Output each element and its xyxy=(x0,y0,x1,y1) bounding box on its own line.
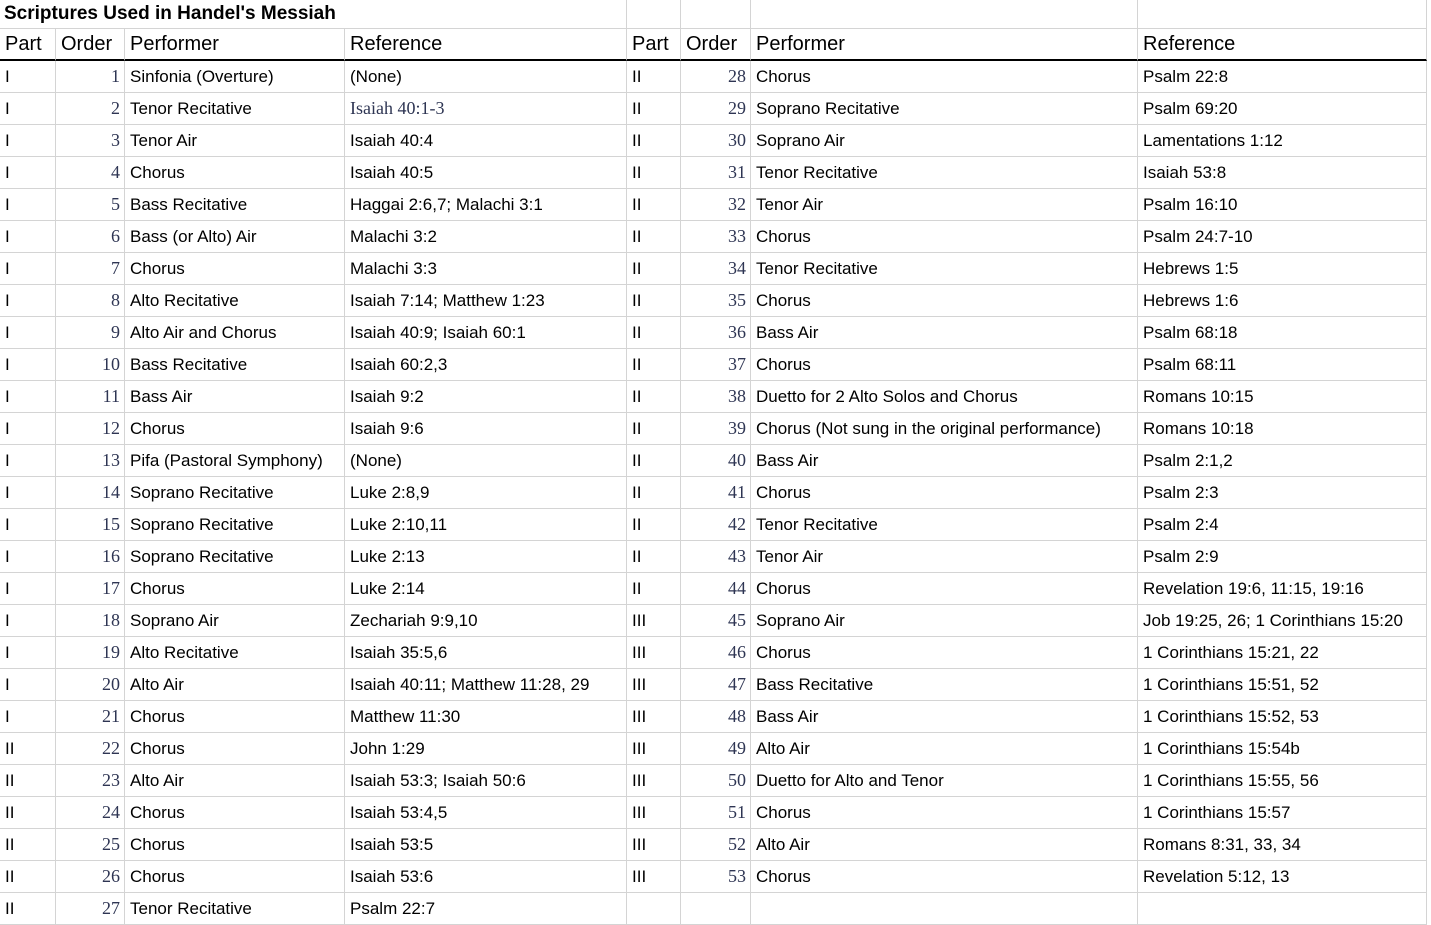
part-cell[interactable]: II xyxy=(627,317,681,349)
part-cell[interactable]: II xyxy=(627,285,681,317)
order-cell[interactable]: 38 xyxy=(681,381,751,413)
performer-cell[interactable]: Chorus xyxy=(125,733,345,765)
performer-cell[interactable]: Soprano Recitative xyxy=(125,509,345,541)
performer-cell[interactable]: Bass Recitative xyxy=(125,349,345,381)
part-cell[interactable]: II xyxy=(0,765,56,797)
performer-cell[interactable]: Pifa (Pastoral Symphony) xyxy=(125,445,345,477)
part-cell[interactable]: I xyxy=(0,445,56,477)
performer-cell[interactable]: Alto Air and Chorus xyxy=(125,317,345,349)
part-cell[interactable]: III xyxy=(627,765,681,797)
performer-cell[interactable]: Soprano Recitative xyxy=(125,541,345,573)
reference-cell[interactable]: Psalm 68:11 xyxy=(1138,349,1427,381)
performer-cell[interactable]: Chorus xyxy=(751,477,1138,509)
order-cell[interactable]: 1 xyxy=(56,61,125,93)
performer-cell[interactable]: Chorus (Not sung in the original performance) xyxy=(751,413,1138,445)
reference-cell[interactable]: Isaiah 53:8 xyxy=(1138,157,1427,189)
order-cell[interactable]: 19 xyxy=(56,637,125,669)
empty-cell[interactable] xyxy=(751,0,1138,29)
order-cell[interactable]: 28 xyxy=(681,61,751,93)
reference-cell[interactable]: Psalm 2:4 xyxy=(1138,509,1427,541)
part-cell[interactable]: I xyxy=(0,93,56,125)
performer-cell[interactable]: Duetto for 2 Alto Solos and Chorus xyxy=(751,381,1138,413)
performer-cell[interactable]: Chorus xyxy=(751,861,1138,893)
part-cell[interactable]: II xyxy=(627,573,681,605)
part-cell[interactable]: III xyxy=(627,701,681,733)
part-cell[interactable]: II xyxy=(627,509,681,541)
part-cell[interactable]: I xyxy=(0,477,56,509)
reference-cell[interactable]: Isaiah 53:3; Isaiah 50:6 xyxy=(345,765,627,797)
reference-cell[interactable]: Hebrews 1:5 xyxy=(1138,253,1427,285)
order-cell[interactable]: 9 xyxy=(56,317,125,349)
reference-cell[interactable]: Isaiah 40:9; Isaiah 60:1 xyxy=(345,317,627,349)
reference-cell[interactable]: Isaiah 40:11; Matthew 11:28, 29 xyxy=(345,669,627,701)
performer-cell[interactable]: Chorus xyxy=(751,797,1138,829)
reference-cell[interactable]: Luke 2:14 xyxy=(345,573,627,605)
reference-cell[interactable]: Isaiah 35:5,6 xyxy=(345,637,627,669)
part-cell[interactable]: I xyxy=(0,701,56,733)
part-cell[interactable]: III xyxy=(627,669,681,701)
performer-cell[interactable]: Alto Recitative xyxy=(125,637,345,669)
order-cell[interactable]: 50 xyxy=(681,765,751,797)
performer-cell[interactable]: Chorus xyxy=(751,637,1138,669)
order-cell[interactable]: 26 xyxy=(56,861,125,893)
order-cell[interactable]: 25 xyxy=(56,829,125,861)
order-cell[interactable]: 46 xyxy=(681,637,751,669)
header-performer[interactable]: Performer xyxy=(125,29,345,61)
performer-cell[interactable]: Tenor Air xyxy=(751,189,1138,221)
performer-cell[interactable]: Tenor Recitative xyxy=(125,93,345,125)
order-cell[interactable]: 4 xyxy=(56,157,125,189)
order-cell[interactable]: 41 xyxy=(681,477,751,509)
reference-cell[interactable]: Isaiah 40:1-3 xyxy=(345,93,627,125)
header-part[interactable]: Part xyxy=(627,29,681,61)
reference-cell[interactable]: 1 Corinthians 15:51, 52 xyxy=(1138,669,1427,701)
reference-cell[interactable]: Zechariah 9:9,10 xyxy=(345,605,627,637)
performer-cell[interactable]: Tenor Recitative xyxy=(751,509,1138,541)
part-cell[interactable]: I xyxy=(0,509,56,541)
part-cell[interactable]: II xyxy=(0,797,56,829)
order-cell[interactable]: 35 xyxy=(681,285,751,317)
part-cell[interactable]: II xyxy=(627,541,681,573)
order-cell[interactable]: 22 xyxy=(56,733,125,765)
order-cell[interactable]: 36 xyxy=(681,317,751,349)
reference-cell[interactable]: Isaiah 53:6 xyxy=(345,861,627,893)
header-reference[interactable]: Reference xyxy=(1138,29,1427,61)
part-cell[interactable]: II xyxy=(627,381,681,413)
reference-cell[interactable]: Hebrews 1:6 xyxy=(1138,285,1427,317)
reference-cell[interactable]: 1 Corinthians 15:21, 22 xyxy=(1138,637,1427,669)
order-cell[interactable]: 52 xyxy=(681,829,751,861)
performer-cell[interactable]: Chorus xyxy=(751,349,1138,381)
reference-cell[interactable]: Isaiah 40:4 xyxy=(345,125,627,157)
performer-cell[interactable]: Bass Recitative xyxy=(751,669,1138,701)
reference-cell[interactable]: Revelation 19:6, 11:15, 19:16 xyxy=(1138,573,1427,605)
reference-cell[interactable]: John 1:29 xyxy=(345,733,627,765)
reference-cell[interactable]: Psalm 24:7-10 xyxy=(1138,221,1427,253)
part-cell[interactable]: III xyxy=(627,861,681,893)
performer-cell[interactable]: Bass Air xyxy=(125,381,345,413)
order-cell[interactable]: 34 xyxy=(681,253,751,285)
order-cell[interactable]: 11 xyxy=(56,381,125,413)
part-cell[interactable]: II xyxy=(627,125,681,157)
part-cell[interactable]: I xyxy=(0,125,56,157)
order-cell[interactable]: 29 xyxy=(681,93,751,125)
performer-cell[interactable]: Chorus xyxy=(125,861,345,893)
order-cell[interactable]: 15 xyxy=(56,509,125,541)
empty-cell[interactable] xyxy=(1138,0,1427,29)
part-cell[interactable]: I xyxy=(0,413,56,445)
reference-cell[interactable]: Matthew 11:30 xyxy=(345,701,627,733)
performer-cell[interactable]: Bass Air xyxy=(751,701,1138,733)
order-cell[interactable]: 27 xyxy=(56,893,125,925)
order-cell[interactable]: 21 xyxy=(56,701,125,733)
performer-cell[interactable]: Soprano Air xyxy=(751,125,1138,157)
order-cell[interactable]: 10 xyxy=(56,349,125,381)
part-cell[interactable]: II xyxy=(627,61,681,93)
performer-cell[interactable]: Sinfonia (Overture) xyxy=(125,61,345,93)
order-cell[interactable]: 24 xyxy=(56,797,125,829)
part-cell[interactable]: II xyxy=(627,221,681,253)
performer-cell[interactable]: Soprano Recitative xyxy=(125,477,345,509)
part-cell[interactable]: I xyxy=(0,221,56,253)
order-cell[interactable]: 7 xyxy=(56,253,125,285)
reference-cell[interactable]: Romans 10:18 xyxy=(1138,413,1427,445)
reference-cell[interactable]: 1 Corinthians 15:54b xyxy=(1138,733,1427,765)
empty-cell[interactable] xyxy=(681,0,751,29)
header-order[interactable]: Order xyxy=(56,29,125,61)
part-cell[interactable]: III xyxy=(627,605,681,637)
reference-cell[interactable]: Psalm 69:20 xyxy=(1138,93,1427,125)
reference-cell[interactable]: (None) xyxy=(345,445,627,477)
header-order[interactable]: Order xyxy=(681,29,751,61)
empty-cell[interactable] xyxy=(681,893,751,925)
order-cell[interactable]: 44 xyxy=(681,573,751,605)
reference-cell[interactable]: Romans 8:31, 33, 34 xyxy=(1138,829,1427,861)
order-cell[interactable]: 48 xyxy=(681,701,751,733)
order-cell[interactable]: 31 xyxy=(681,157,751,189)
order-cell[interactable]: 17 xyxy=(56,573,125,605)
performer-cell[interactable]: Bass (or Alto) Air xyxy=(125,221,345,253)
reference-cell[interactable]: Isaiah 7:14; Matthew 1:23 xyxy=(345,285,627,317)
reference-cell[interactable]: Psalm 22:7 xyxy=(345,893,627,925)
part-cell[interactable]: III xyxy=(627,733,681,765)
performer-cell[interactable]: Tenor Air xyxy=(125,125,345,157)
reference-cell[interactable]: Luke 2:10,11 xyxy=(345,509,627,541)
order-cell[interactable]: 5 xyxy=(56,189,125,221)
part-cell[interactable]: I xyxy=(0,61,56,93)
order-cell[interactable]: 37 xyxy=(681,349,751,381)
performer-cell[interactable]: Alto Recitative xyxy=(125,285,345,317)
part-cell[interactable]: III xyxy=(627,797,681,829)
order-cell[interactable]: 45 xyxy=(681,605,751,637)
reference-cell[interactable]: Psalm 16:10 xyxy=(1138,189,1427,221)
part-cell[interactable]: I xyxy=(0,637,56,669)
reference-cell[interactable]: 1 Corinthians 15:52, 53 xyxy=(1138,701,1427,733)
empty-cell[interactable] xyxy=(627,893,681,925)
empty-cell[interactable] xyxy=(1138,893,1427,925)
reference-cell[interactable]: Psalm 68:18 xyxy=(1138,317,1427,349)
order-cell[interactable]: 18 xyxy=(56,605,125,637)
reference-cell[interactable]: Revelation 5:12, 13 xyxy=(1138,861,1427,893)
reference-cell[interactable]: Job 19:25, 26; 1 Corinthians 15:20 xyxy=(1138,605,1427,637)
part-cell[interactable]: I xyxy=(0,573,56,605)
performer-cell[interactable]: Bass Air xyxy=(751,317,1138,349)
order-cell[interactable]: 3 xyxy=(56,125,125,157)
performer-cell[interactable]: Tenor Air xyxy=(751,541,1138,573)
header-performer[interactable]: Performer xyxy=(751,29,1138,61)
part-cell[interactable]: II xyxy=(627,157,681,189)
part-cell[interactable]: II xyxy=(627,93,681,125)
part-cell[interactable]: II xyxy=(0,733,56,765)
order-cell[interactable]: 39 xyxy=(681,413,751,445)
order-cell[interactable]: 30 xyxy=(681,125,751,157)
reference-cell[interactable]: Isaiah 53:5 xyxy=(345,829,627,861)
part-cell[interactable]: III xyxy=(627,637,681,669)
performer-cell[interactable]: Chorus xyxy=(751,61,1138,93)
part-cell[interactable]: I xyxy=(0,253,56,285)
order-cell[interactable]: 16 xyxy=(56,541,125,573)
part-cell[interactable]: I xyxy=(0,349,56,381)
performer-cell[interactable]: Chorus xyxy=(751,221,1138,253)
performer-cell[interactable]: Chorus xyxy=(125,413,345,445)
part-cell[interactable]: I xyxy=(0,189,56,221)
performer-cell[interactable]: Duetto for Alto and Tenor xyxy=(751,765,1138,797)
performer-cell[interactable]: Soprano Air xyxy=(125,605,345,637)
reference-cell[interactable]: Malachi 3:3 xyxy=(345,253,627,285)
reference-cell[interactable]: Isaiah 9:2 xyxy=(345,381,627,413)
order-cell[interactable]: 14 xyxy=(56,477,125,509)
order-cell[interactable]: 51 xyxy=(681,797,751,829)
header-reference[interactable]: Reference xyxy=(345,29,627,61)
header-part[interactable]: Part xyxy=(0,29,56,61)
reference-cell[interactable]: Luke 2:8,9 xyxy=(345,477,627,509)
performer-cell[interactable]: Chorus xyxy=(751,285,1138,317)
part-cell[interactable]: II xyxy=(627,477,681,509)
performer-cell[interactable]: Alto Air xyxy=(125,765,345,797)
order-cell[interactable]: 23 xyxy=(56,765,125,797)
reference-cell[interactable]: Lamentations 1:12 xyxy=(1138,125,1427,157)
reference-cell[interactable]: Isaiah 60:2,3 xyxy=(345,349,627,381)
part-cell[interactable]: I xyxy=(0,157,56,189)
performer-cell[interactable]: Chorus xyxy=(125,157,345,189)
order-cell[interactable]: 49 xyxy=(681,733,751,765)
order-cell[interactable]: 2 xyxy=(56,93,125,125)
empty-cell[interactable] xyxy=(751,893,1138,925)
performer-cell[interactable]: Alto Air xyxy=(125,669,345,701)
performer-cell[interactable]: Tenor Recitative xyxy=(751,157,1138,189)
part-cell[interactable]: I xyxy=(0,541,56,573)
empty-cell[interactable] xyxy=(627,0,681,29)
reference-cell[interactable]: Luke 2:13 xyxy=(345,541,627,573)
performer-cell[interactable]: Chorus xyxy=(751,573,1138,605)
part-cell[interactable]: II xyxy=(627,349,681,381)
part-cell[interactable]: II xyxy=(0,893,56,925)
reference-cell[interactable]: (None) xyxy=(345,61,627,93)
reference-cell[interactable]: Psalm 22:8 xyxy=(1138,61,1427,93)
order-cell[interactable]: 43 xyxy=(681,541,751,573)
part-cell[interactable]: II xyxy=(0,861,56,893)
performer-cell[interactable]: Bass Air xyxy=(751,445,1138,477)
reference-cell[interactable]: Isaiah 40:5 xyxy=(345,157,627,189)
part-cell[interactable]: II xyxy=(627,189,681,221)
part-cell[interactable]: I xyxy=(0,605,56,637)
performer-cell[interactable]: Chorus xyxy=(125,701,345,733)
part-cell[interactable]: III xyxy=(627,829,681,861)
reference-cell[interactable]: Romans 10:15 xyxy=(1138,381,1427,413)
performer-cell[interactable]: Tenor Recitative xyxy=(751,253,1138,285)
order-cell[interactable]: 47 xyxy=(681,669,751,701)
part-cell[interactable]: II xyxy=(627,413,681,445)
performer-cell[interactable]: Alto Air xyxy=(751,829,1138,861)
performer-cell[interactable]: Bass Recitative xyxy=(125,189,345,221)
order-cell[interactable]: 20 xyxy=(56,669,125,701)
order-cell[interactable]: 6 xyxy=(56,221,125,253)
reference-cell[interactable]: Psalm 2:3 xyxy=(1138,477,1427,509)
performer-cell[interactable]: Tenor Recitative xyxy=(125,893,345,925)
part-cell[interactable]: I xyxy=(0,381,56,413)
part-cell[interactable]: II xyxy=(0,829,56,861)
order-cell[interactable]: 13 xyxy=(56,445,125,477)
performer-cell[interactable]: Soprano Recitative xyxy=(751,93,1138,125)
performer-cell[interactable]: Chorus xyxy=(125,253,345,285)
reference-cell[interactable]: Isaiah 53:4,5 xyxy=(345,797,627,829)
sheet-title[interactable]: Scriptures Used in Handel's Messiah xyxy=(0,0,627,29)
part-cell[interactable]: I xyxy=(0,669,56,701)
order-cell[interactable]: 42 xyxy=(681,509,751,541)
order-cell[interactable]: 53 xyxy=(681,861,751,893)
order-cell[interactable]: 33 xyxy=(681,221,751,253)
reference-cell[interactable]: Isaiah 9:6 xyxy=(345,413,627,445)
reference-cell[interactable]: Psalm 2:9 xyxy=(1138,541,1427,573)
reference-cell[interactable]: 1 Corinthians 15:57 xyxy=(1138,797,1427,829)
order-cell[interactable]: 40 xyxy=(681,445,751,477)
part-cell[interactable]: I xyxy=(0,317,56,349)
part-cell[interactable]: I xyxy=(0,285,56,317)
order-cell[interactable]: 12 xyxy=(56,413,125,445)
performer-cell[interactable]: Alto Air xyxy=(751,733,1138,765)
reference-cell[interactable]: 1 Corinthians 15:55, 56 xyxy=(1138,765,1427,797)
performer-cell[interactable]: Chorus xyxy=(125,797,345,829)
reference-cell[interactable]: Malachi 3:2 xyxy=(345,221,627,253)
reference-cell[interactable]: Haggai 2:6,7; Malachi 3:1 xyxy=(345,189,627,221)
reference-cell[interactable]: Psalm 2:1,2 xyxy=(1138,445,1427,477)
performer-cell[interactable]: Chorus xyxy=(125,573,345,605)
order-cell[interactable]: 8 xyxy=(56,285,125,317)
performer-cell[interactable]: Chorus xyxy=(125,829,345,861)
order-cell[interactable]: 32 xyxy=(681,189,751,221)
part-cell[interactable]: II xyxy=(627,253,681,285)
performer-cell[interactable]: Soprano Air xyxy=(751,605,1138,637)
part-cell[interactable]: II xyxy=(627,445,681,477)
